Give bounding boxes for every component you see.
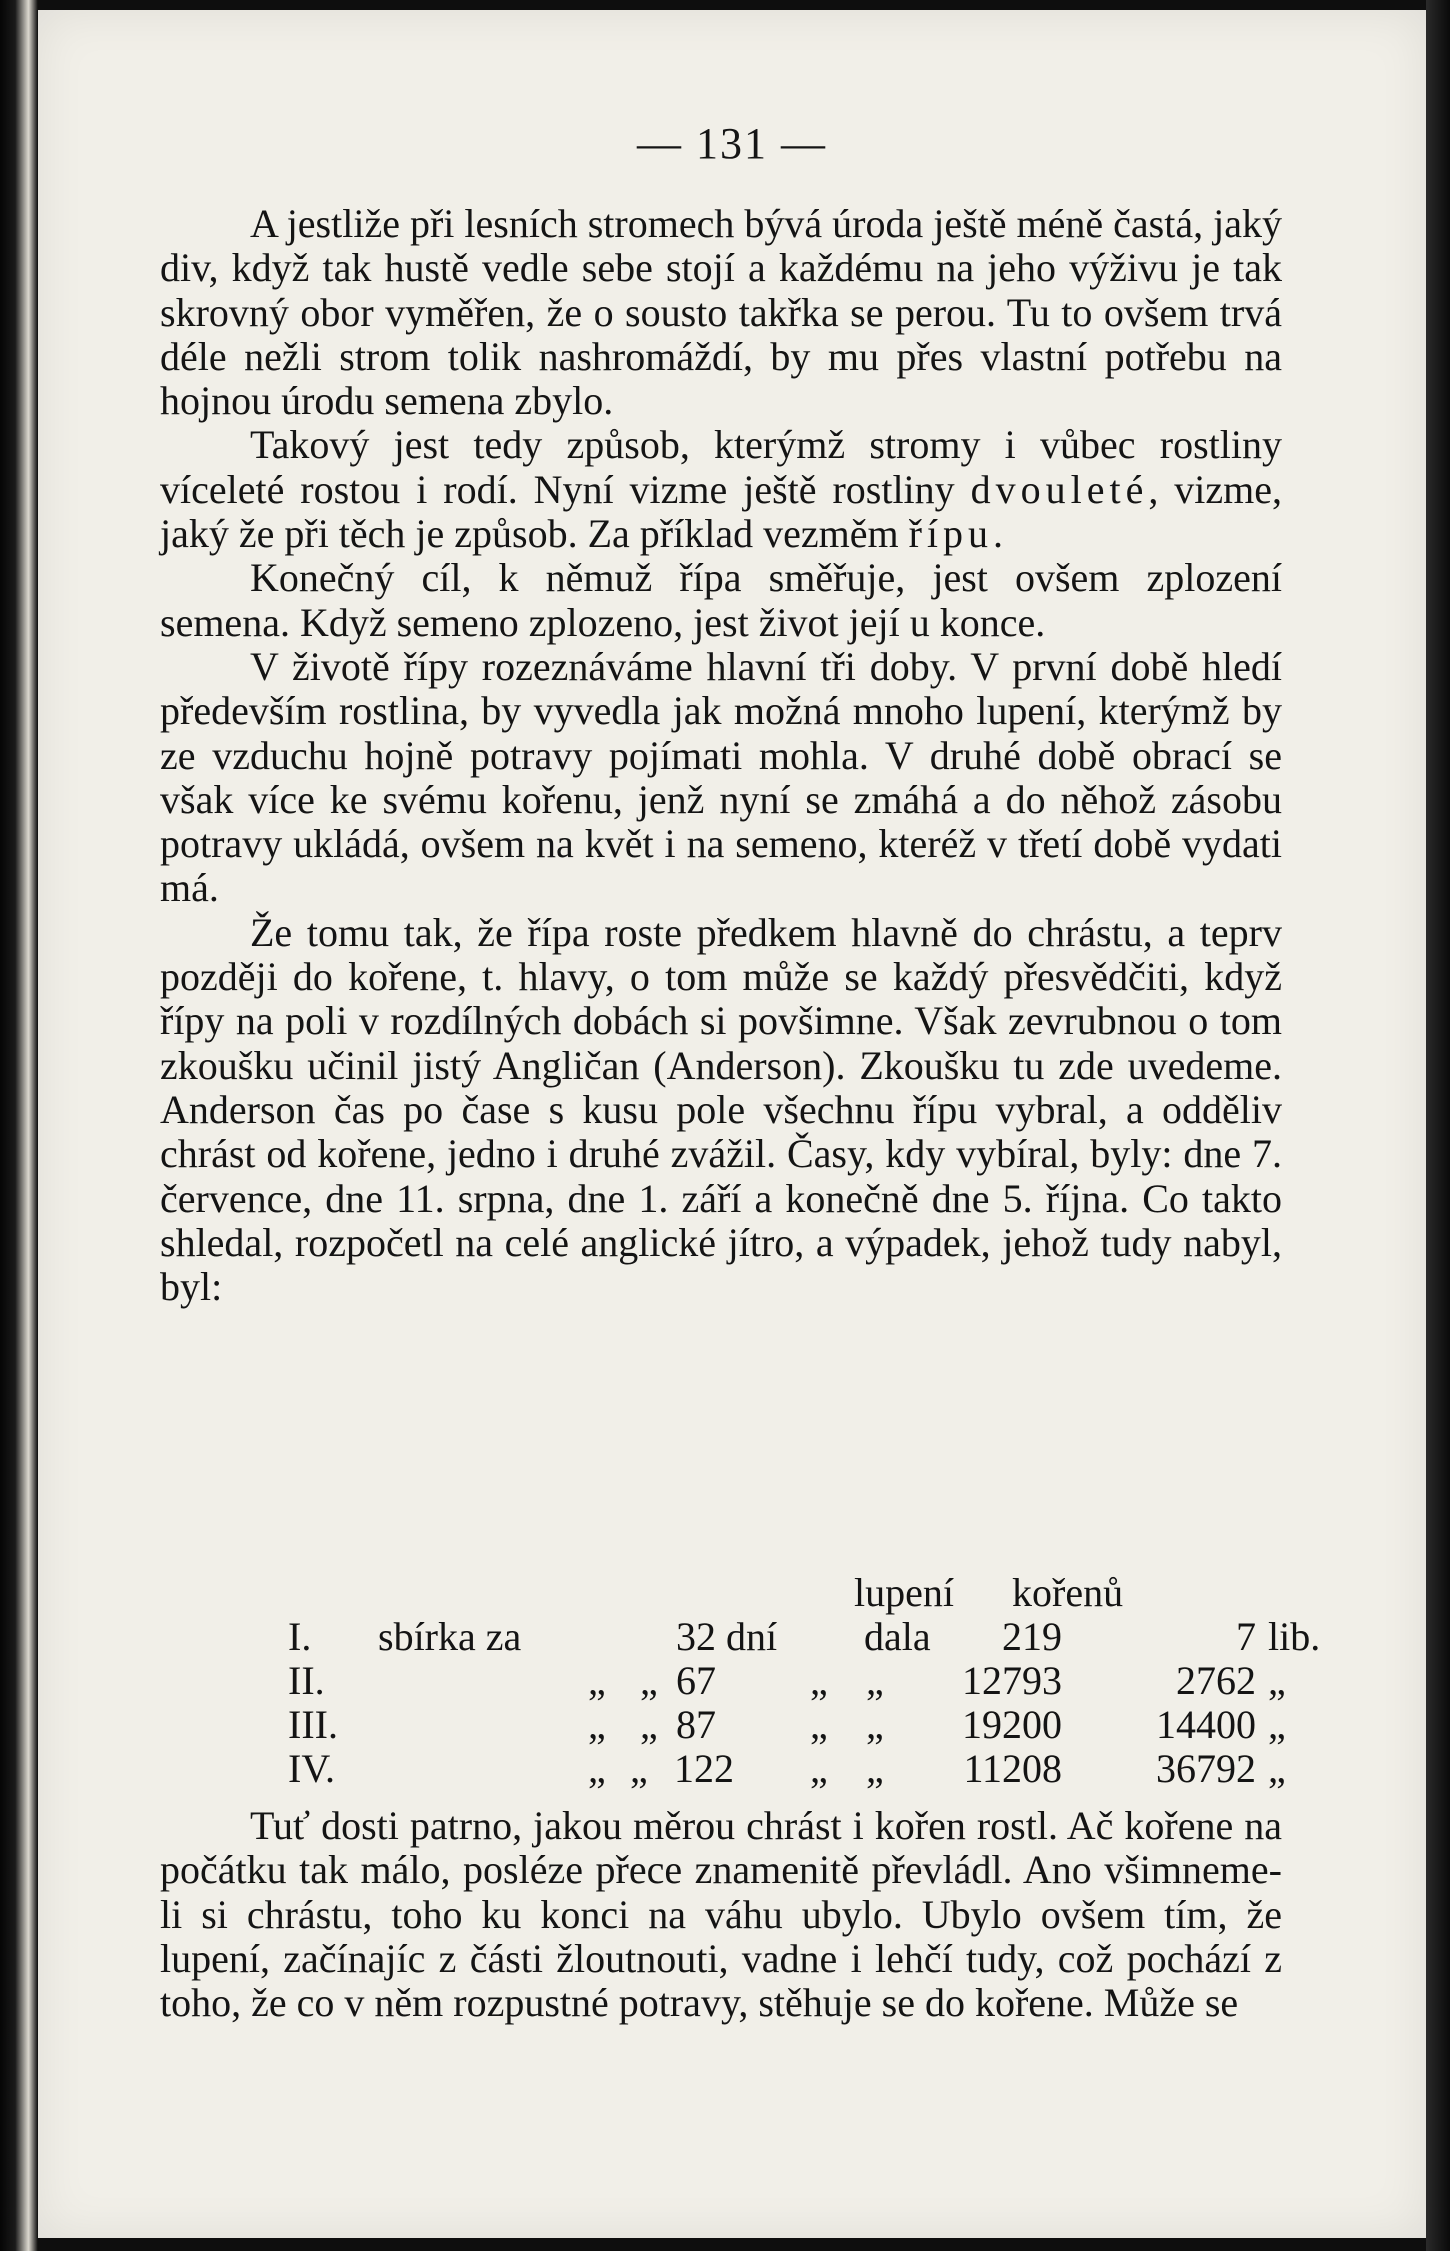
koren-value: 36792 <box>1156 1746 1256 1791</box>
ditto-mark: „ <box>640 1658 658 1703</box>
column-header-koren: kořenů <box>1012 1570 1124 1615</box>
ditto-mark: „ <box>588 1702 606 1747</box>
lupeni-value: 12793 <box>962 1658 1062 1703</box>
harvest-table <box>160 1570 1321 1791</box>
scan-edge-left <box>0 0 38 2251</box>
ditto-mark: „ <box>588 1746 606 1791</box>
body-text-upper <box>160 202 1282 1309</box>
lupeni-value: 219 <box>1002 1614 1062 1659</box>
unit-lib: lib. <box>1268 1614 1321 1659</box>
days-value: 67 <box>676 1658 716 1703</box>
body-text-lower <box>160 1804 1282 2025</box>
ditto-mark: „ <box>630 1746 648 1791</box>
table-row <box>160 1658 1286 1703</box>
ditto-mark: „ <box>810 1658 828 1703</box>
ditto-mark: „ <box>866 1746 884 1791</box>
column-header-lupeni: lupení <box>854 1570 954 1615</box>
table-row <box>160 1702 1286 1747</box>
ditto-mark: „ <box>588 1658 606 1703</box>
row-number: I. <box>288 1614 312 1659</box>
ditto-mark: „ <box>1268 1746 1286 1791</box>
table-row <box>160 1746 1286 1791</box>
koren-value: 14400 <box>1156 1702 1256 1747</box>
scan-edge-right <box>1426 0 1450 2251</box>
ditto-mark: „ <box>1268 1702 1286 1747</box>
paragraph-1: A jestliže při lesních stromech bývá úroda ještě méně častá, jaký div, když tak hustě vedle sebe stojí a každému na jeho výživu je tak skrovný obor vyměřen, že o sousto takřka se perou. Tu to ovšem trvá déle nežli strom tolik nashromáždí, by mu přes vlastní potřebu na hojnou úrodu semena zbylo. <box>160 201 1282 424</box>
ditto-mark: „ <box>810 1746 828 1791</box>
koren-value: 2762 <box>1176 1658 1256 1703</box>
paragraph-6: Tuť dosti patrno, jakou měrou chrást i kořen rostl. Ač kořene na počátku tak málo, posléze přece znamenitě převládl. Ano všimneme-li si chrástu, toho ku konci na váhu ubylo. Ubylo ovšem tím, že lupení, začínajíc z části žloutnouti, vadne i lehčí tudy, což pochází z toho, že co v něm rozpustné potravy, stěhuje se do kořene. Může se <box>160 1803 1282 2026</box>
table-row <box>160 1614 1321 1659</box>
ditto-mark: „ <box>810 1702 828 1747</box>
book-page <box>38 10 1426 2238</box>
paragraph-5: Že tomu tak, že řípa roste předkem hlavně do chrástu, a teprv později do kořene, t. hlavy, o tom může se každý přesvědčiti, když řípy na poli v rozdílných dobách si povšimne. Však zevrubnou o tom zkoušku učinil jistý Angličan (Anderson). Zkoušku tu zde uvedeme. Anderson čas po čase s kusu pole všechnu řípu vybral, a odděliv chrást od kořene, jedno i druhé zvážil. Časy, kdy vybíral, byly: dne 7. července, dne 11. srpna, dne 1. září a konečně dne 5. října. Co takto shledal, rozpočetl na celé anglické jítro, a výpadek, jehož tudy nabyl, byl: <box>160 909 1282 1310</box>
page-number: — 131 — <box>637 119 827 168</box>
paragraph-2 <box>160 423 1282 556</box>
paragraph-2-part-1: Takový jest tedy způsob, kterýmž stromy i vůbec rostliny víceleté rostou i rodí. Nyní vizme ještě rostliny <box>160 422 1282 512</box>
ditto-mark: „ <box>866 1702 884 1747</box>
days-unit: dní <box>726 1614 778 1659</box>
row-number: IV. <box>288 1746 336 1791</box>
days-value: 32 <box>676 1614 716 1659</box>
days-value: 122 <box>674 1746 734 1791</box>
lupeni-value: 19200 <box>962 1702 1062 1747</box>
paragraph-3: Konečný cíl, k němuž řípa směřuje, jest ovšem zplození semena. Když semeno zplozeno, jest život její u konce. <box>160 555 1282 645</box>
paragraph-4: V životě řípy rozeznáváme hlavní tři doby. V první době hledí především rostlina, by vyvedla jak možná mnoho lupení, kterýmž by ze vzduchu hojně potravy pojímati mohla. V druhé době obrací se však více ke svému kořenu, jenž nyní se zmáhá a do něhož zásobu potravy ukládá, ovšem na květ i na semeno, kteréž v třetí době vydati má. <box>160 643 1282 911</box>
koren-value: 7 <box>1236 1614 1256 1659</box>
paragraph-2-part-2: , vizme, jaký že při těch je způsob. Za příklad vezměm <box>160 466 1283 557</box>
ditto-mark: „ <box>1268 1658 1286 1703</box>
row-verb: dala <box>864 1614 931 1659</box>
paragraph-2-part-3: . <box>993 511 1004 557</box>
days-value: 87 <box>676 1702 716 1747</box>
row-number: II. <box>288 1658 325 1703</box>
table-header-row <box>160 1571 1282 1615</box>
spaced-word-ripu: řípu <box>908 511 994 557</box>
row-label: sbírka za <box>378 1614 522 1659</box>
ditto-mark: „ <box>866 1658 884 1703</box>
ditto-mark: „ <box>640 1702 658 1747</box>
row-number: III. <box>288 1702 338 1747</box>
lupeni-value: 11208 <box>963 1746 1062 1791</box>
spaced-word-dvoulete: dvouleté <box>970 466 1149 512</box>
